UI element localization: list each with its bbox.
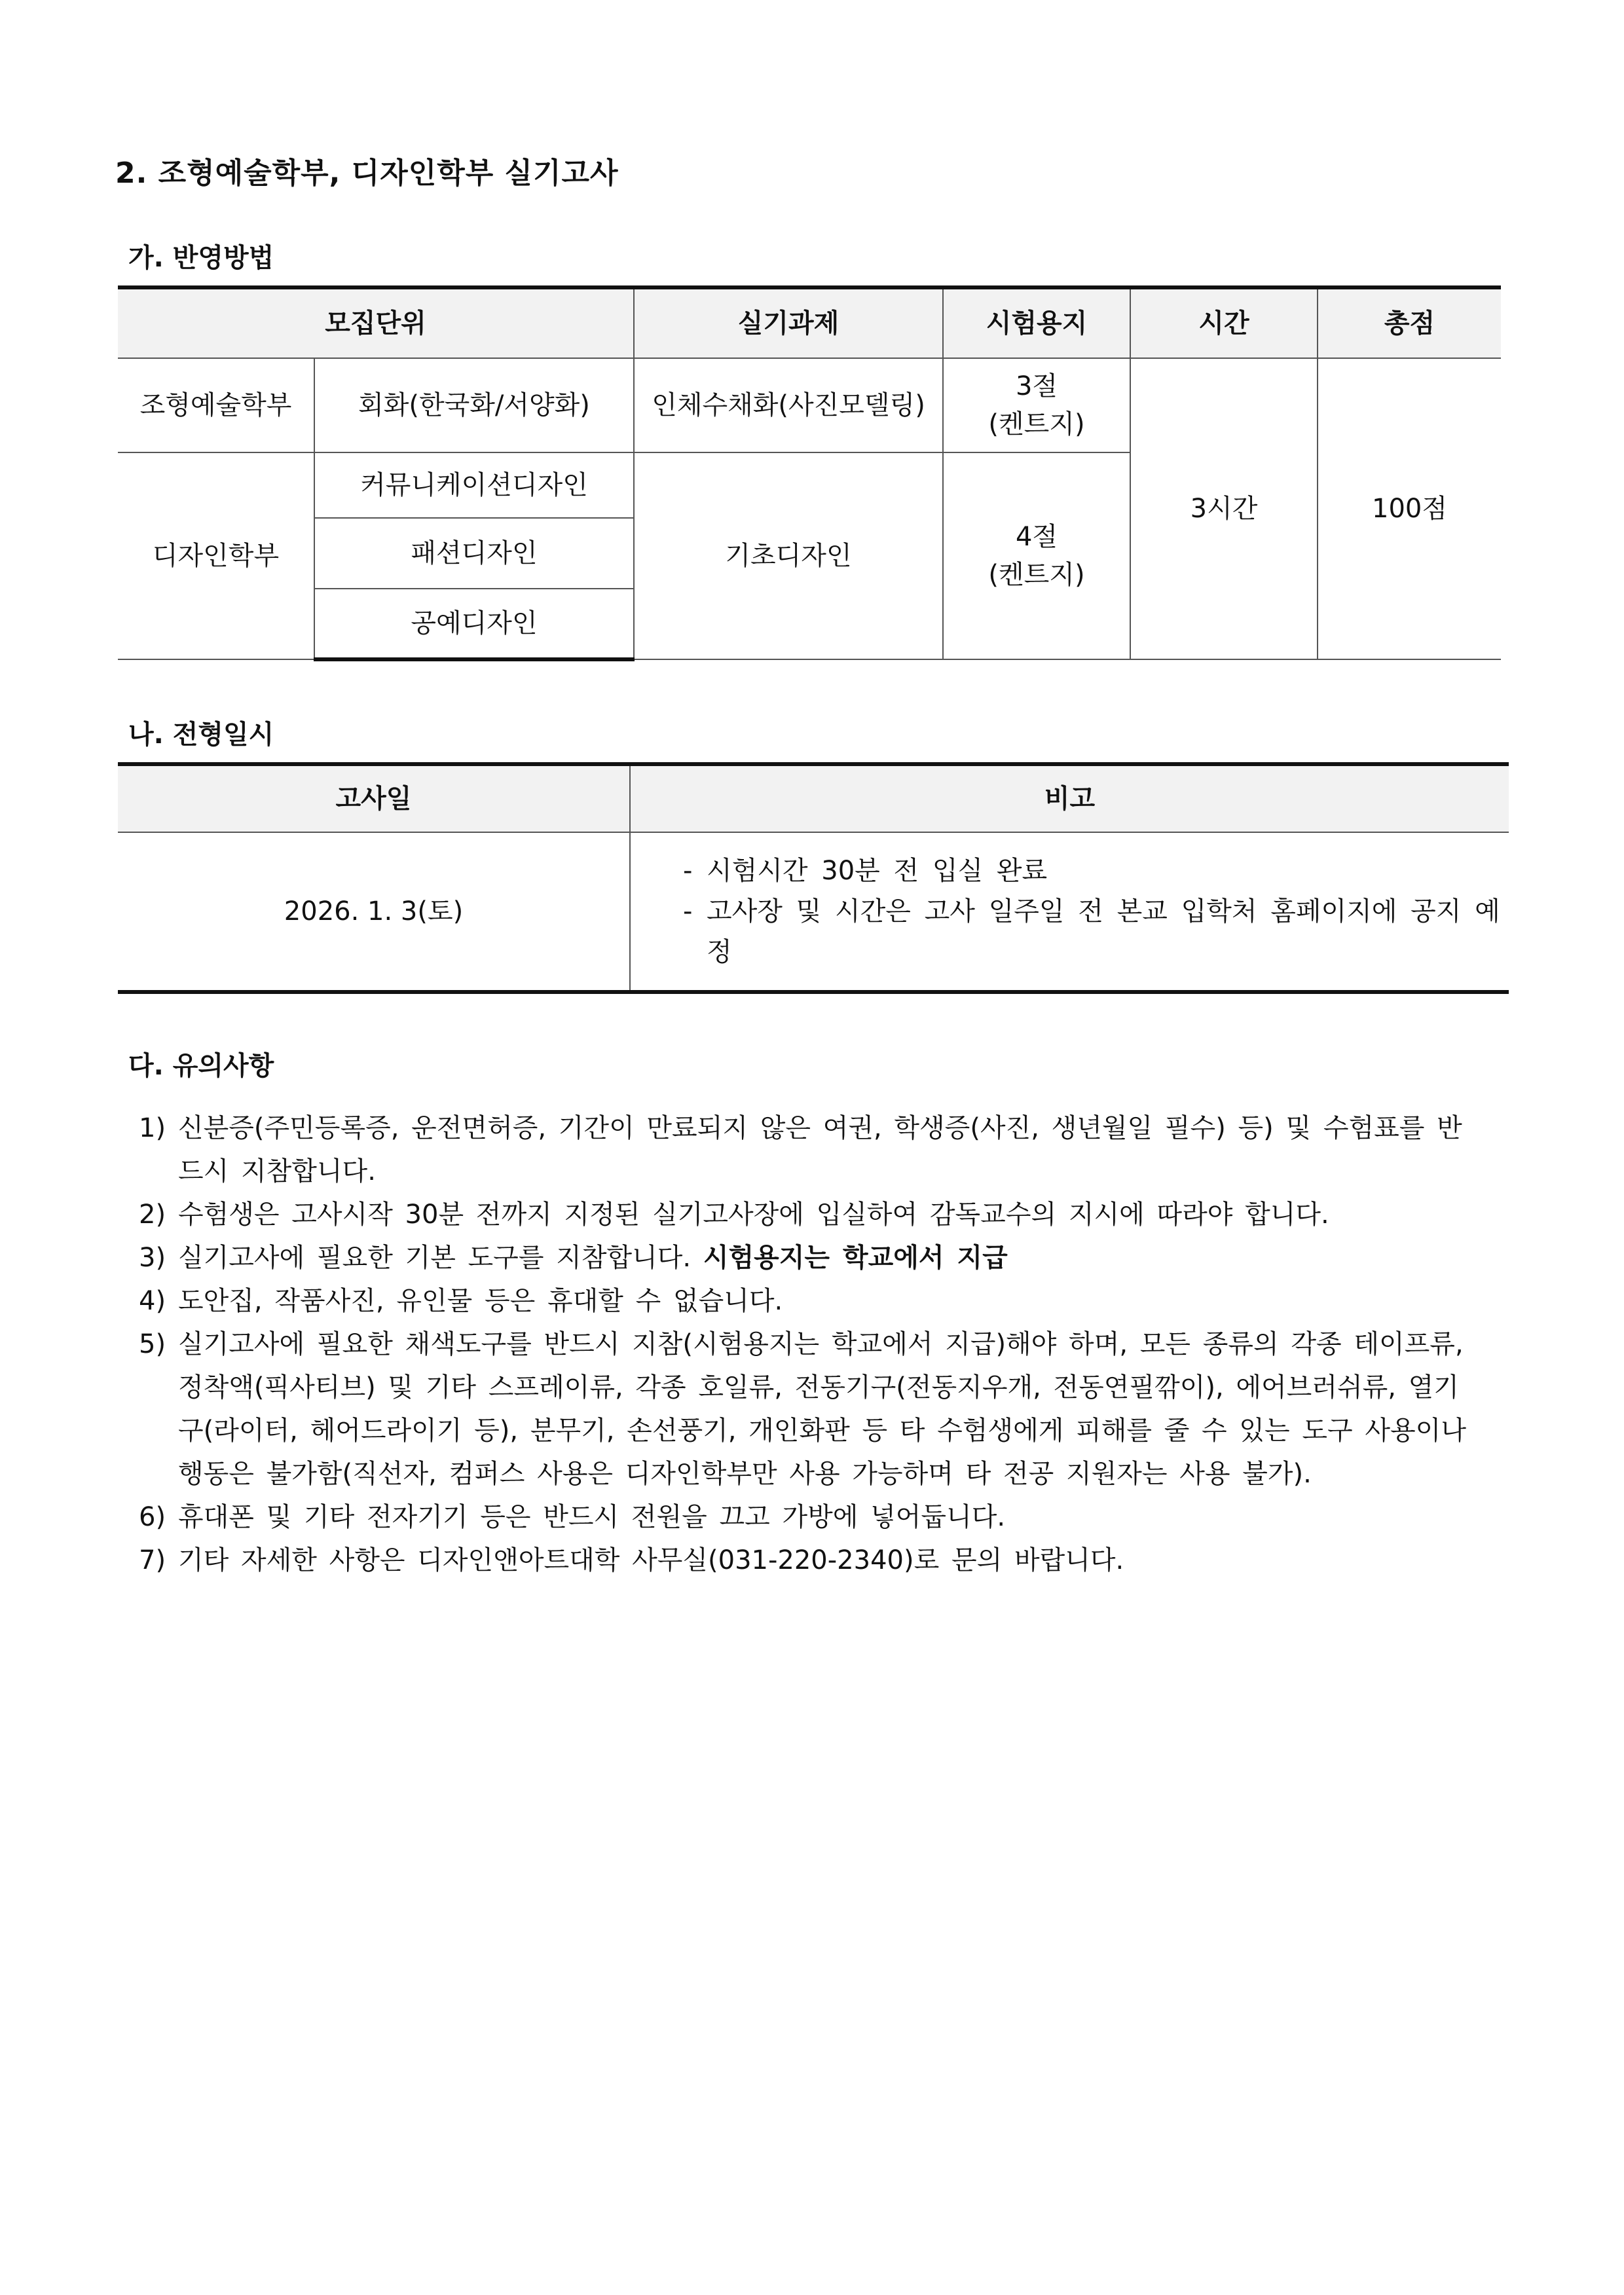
- evaluation-method-table: [118, 285, 1501, 661]
- note-number: 1): [139, 1113, 166, 1143]
- header-time: 시간: [1130, 287, 1318, 358]
- schedule-table: [118, 762, 1509, 994]
- task-basic-design: 기초디자인: [634, 452, 943, 659]
- paper-type: (켄트지): [988, 409, 1085, 439]
- note-number: 7): [139, 1545, 166, 1575]
- list-item: [139, 1107, 1475, 1193]
- exam-time: 3시간: [1130, 358, 1318, 659]
- school-fine-arts: 조형예술학부: [118, 358, 314, 452]
- paper-size-cell: [943, 358, 1130, 452]
- header-unit: 모집단위: [118, 287, 634, 358]
- list-item: [139, 1323, 1475, 1496]
- section-b-title: 나. 전형일시: [128, 720, 274, 750]
- table-row: [118, 832, 1509, 992]
- list-item: [139, 1496, 1475, 1539]
- note-emphasis: 시험용지는 학교에서 지급: [703, 1243, 1008, 1273]
- header-paper: 시험용지: [943, 287, 1130, 358]
- header-task: 실기과제: [634, 287, 943, 358]
- paper-size: 4절: [1015, 522, 1058, 552]
- list-item: [139, 1193, 1475, 1236]
- notes-list: [139, 1107, 1475, 1582]
- note-number: 3): [139, 1243, 166, 1273]
- list-item: [139, 1539, 1475, 1582]
- list-item: [139, 1279, 1475, 1323]
- paper-size-cell: [943, 452, 1130, 659]
- header-exam-date: 고사일: [118, 764, 630, 832]
- note-text-wrapper: [178, 1236, 1475, 1279]
- section-c-title: 다. 유의사항: [128, 1051, 274, 1081]
- note-number: 6): [139, 1502, 166, 1532]
- note-text: 수험생은 고사시작 30분 전까지 지정된 실기고사장에 입실하여 감독교수의 지시에 따라야 합니다.: [178, 1200, 1329, 1230]
- school-design: 디자인학부: [118, 452, 314, 659]
- remarks-cell: [630, 832, 1509, 992]
- note-text: 실기고사에 필요한 기본 도구를 지참합니다.: [178, 1243, 692, 1273]
- major-fashion-design: 패션디자인: [314, 518, 634, 589]
- remark-text: 고사장 및 시간은 고사 일주일 전 본교 입학처 홈페이지에 공지 예정: [707, 896, 1500, 967]
- note-text: 실기고사에 필요한 채색도구를 반드시 지참(시험용지는 학교에서 지급)해야 하며, 모든 종류의 각종 테이프류, 정착액(픽사티브) 및 기타 스프레이류, 각종 호일류, 전동기구(전동지우개, 전동연필깎이), 에어브러쉬류, 열기구(라이터, 헤어드라이기 등), 분무기, 손선풍기, 개인화판 등 타 수험생에게 피해를 줄 수 있는 도구 사용이나 행동은 불가함(직선자, 컴퍼스 사용은 디자인학부만 사용 가능하며 타 전공 지원자는 사용 불가).: [178, 1329, 1466, 1489]
- total-score: 100점: [1318, 358, 1501, 659]
- note-text: 휴대폰 및 기타 전자기기 등은 반드시 전원을 끄고 가방에 넣어둡니다.: [178, 1502, 1006, 1532]
- note-text: 신분증(주민등록증, 운전면허증, 기간이 만료되지 않은 여권, 학생증(사진, 생년월일 필수) 등) 및 수험표를 반드시 지참합니다.: [178, 1113, 1462, 1186]
- major-communication-design: 커뮤니케이션디자인: [314, 452, 634, 518]
- task-figure-watercolor: 인체수채화(사진모델링): [634, 358, 943, 452]
- list-item: - 시험시간 30분 전 입실 완료: [683, 851, 1509, 891]
- paper-type: (켄트지): [988, 560, 1085, 590]
- header-score: 총점: [1318, 287, 1501, 358]
- remark-text: 시험시간 30분 전 입실 완료: [707, 856, 1048, 886]
- note-number: 5): [139, 1329, 166, 1359]
- major-painting: 회화(한국화/서양화): [314, 358, 634, 452]
- list-item: [139, 1236, 1475, 1279]
- major-craft-design: 공예디자인: [314, 589, 634, 659]
- note-number: 2): [139, 1200, 166, 1230]
- section-a-title: 가. 반영방법: [128, 243, 274, 273]
- page-title: 2. 조형예술학부, 디자인학부 실기고사: [115, 156, 619, 190]
- list-item: - 고사장 및 시간은 고사 일주일 전 본교 입학처 홈페이지에 공지 예정: [683, 891, 1509, 972]
- paper-size: 3절: [1015, 371, 1058, 401]
- exam-date: 2026. 1. 3(토): [118, 832, 630, 992]
- note-text: 도안집, 작품사진, 유인물 등은 휴대할 수 없습니다.: [178, 1286, 783, 1316]
- note-number: 4): [139, 1286, 166, 1316]
- header-remarks: 비고: [630, 764, 1509, 832]
- note-text: 기타 자세한 사항은 디자인앤아트대학 사무실(031-220-2340)로 문의 바랍니다.: [178, 1545, 1124, 1575]
- table-row: [118, 358, 1501, 452]
